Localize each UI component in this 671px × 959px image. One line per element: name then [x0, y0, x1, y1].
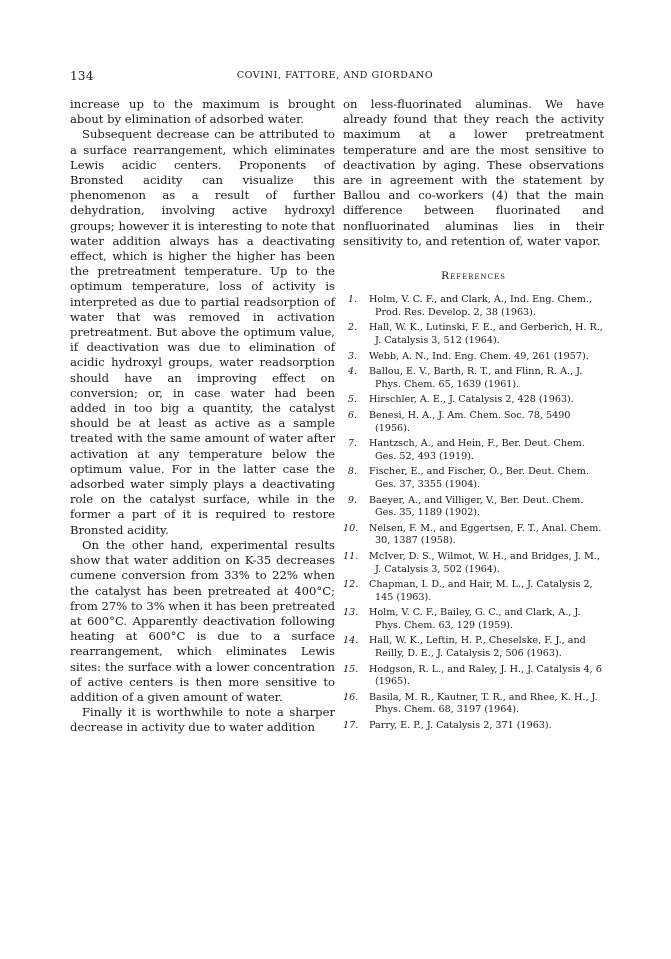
body-paragraph: Finally it is worthwhile to note a sharper decrease in activity due to water addition: [70, 705, 335, 735]
reference-number: 4.: [347, 366, 357, 378]
reference-number: 15.: [343, 663, 359, 675]
body-paragraph: On the other hand, experimental results show that water addition on K-35 decreases cumene conversion from 33% to 22% when the catalyst has been pretreated at 400°C; from 27% to 3% when it has been pretreated at 600°C. Apparently deactivation following heating at 600°C is due to a surface rearrangement, which eliminates Lewis sites: the surface with a lower concentration of active centers is then more sensitive to addition of a given amount of water.: [70, 537, 335, 704]
reference-item: [343, 664, 604, 689]
reference-text: Hirschler, A. E., J. Catalysis 2, 428 (1963).: [369, 394, 574, 406]
running-head: COVINI, FATTORE, AND GIORDANO: [236, 70, 434, 81]
reference-item: [343, 466, 604, 491]
reference-number: 1.: [347, 294, 357, 306]
reference-number: 11.: [343, 550, 359, 562]
reference-item: [343, 579, 604, 604]
reference-item: [343, 607, 604, 632]
reference-item: [343, 351, 604, 364]
references-list: [343, 294, 604, 732]
reference-text: McIver, D. S., Wilmot, W. H., and Bridges, J. M., J. Catalysis 3, 502 (1964).: [369, 550, 600, 575]
reference-text: Hall, W. K., Lutinski, F. E., and Gerberich, H. R., J. Catalysis 3, 512 (1964).: [369, 322, 603, 347]
reference-text: Benesi, H. A., J. Am. Chem. Soc. 78, 5490 (1956).: [369, 409, 571, 434]
body-paragraph: on less-fluorinated aluminas. We have already found that they reach the activity maximum at a lower pretreatment temperature and are the most sensitive to deactivation by aging. These observations are in agreement with the statement by Ballou and co-workers (4) that the main difference between fluorinated and nonfluorinated aluminas lies in their sensitivity to, and retention of, water vapor.: [343, 97, 604, 248]
reference-number: 8.: [347, 466, 357, 478]
left-column: [70, 97, 335, 736]
reference-item: [343, 294, 604, 319]
reference-text: Parry, E. P., J. Catalysis 2, 371 (1963).: [369, 720, 552, 732]
reference-text: Fischer, E., and Fischer, O., Ber. Deut. Chem. Ges. 37, 3355 (1904).: [369, 466, 589, 490]
reference-number: 16.: [343, 691, 359, 703]
reference-text: Hall, W. K., Leftin, H. P., Cheselske, F. J., and Reilly, D. E., J. Catalysis 2, 506 (1963).: [369, 635, 586, 660]
body-paragraph: Subsequent decrease can be attributed to a surface rearrangement, which eliminates Lewis acidic centers. Proponents of Bronsted acidity can visualize this phenomenon as a result of further dehydration, involving active hydroxyl groups; however it is interesting to note that water addition always has a deactivating effect, which is higher the higher has been the pretreatment temperature. Up to the optimum temperature, loss of activity is interpreted as due to partial readsorption of water that was removed in activation pretreatment. But above the optimum value, if deactivation was due to elimination of acidic hydroxyl groups, water readsorption should have an improving effect on conversion; or, in case water had been added in too big a quantity, the catalyst should be at least as active as a sample treated with the same amount of water after activation at any temperature below the optimum value. For in the latter case the adsorbed water simply plays a deactivating role on the catalyst surface, while in the former a part of it is required to restore Bronsted acidity.: [70, 127, 335, 537]
reference-number: 7.: [347, 438, 357, 450]
reference-text: Baeyer, A., and Villiger, V., Ber. Deut. Chem. Ges. 35, 1189 (1902).: [369, 494, 584, 519]
page-header: [70, 69, 600, 85]
reference-text: Nelsen, F. M., and Eggertsen, F. T., Anal. Chem. 30, 1387 (1958).: [369, 522, 602, 547]
reference-number: 17.: [343, 720, 359, 732]
reference-text: Hantzsch, A., and Hein, F., Ber. Deut. Chem. Ges. 52, 493 (1919).: [369, 438, 585, 462]
reference-item: [343, 551, 604, 576]
reference-item: [343, 438, 604, 463]
reference-item: [343, 495, 604, 520]
reference-number: 5.: [347, 394, 357, 406]
reference-item: [343, 394, 604, 407]
reference-text: Holm, V. C. F., Bailey, G. C., and Clark, A., J. Phys. Chem. 63, 129 (1959).: [369, 607, 581, 631]
reference-item: [343, 523, 604, 548]
reference-number: 2.: [347, 322, 357, 334]
reference-text: Webb, A. N., Ind. Eng. Chem. 49, 261 (1957).: [369, 350, 589, 362]
right-column: [343, 97, 604, 736]
references-heading: References: [441, 270, 506, 283]
reference-text: Ballou, E. V., Barth, R. T., and Flinn, R. A., J. Phys. Chem. 65, 1639 (1961).: [369, 366, 583, 390]
reference-number: 6.: [347, 409, 357, 421]
reference-item: [343, 692, 604, 717]
reference-number: 3.: [347, 350, 357, 362]
reference-item: [343, 635, 604, 660]
reference-text: Hodgson, R. L., and Raley, J. H., J. Catalysis 4, 6 (1965).: [369, 663, 602, 688]
reference-number: 13.: [343, 607, 359, 619]
reference-item: [343, 322, 604, 347]
reference-item: [343, 720, 604, 733]
reference-number: 14.: [343, 635, 359, 647]
page-number: 134: [70, 69, 94, 83]
reference-number: 12.: [343, 579, 359, 591]
reference-text: Holm, V. C. F., and Clark, A., Ind. Eng. Chem., Prod. Res. Develop. 2, 38 (1963).: [369, 294, 592, 318]
body-paragraph: increase up to the maximum is brought about by elimination of adsorbed water.: [70, 97, 335, 127]
reference-text: Basila, M. R., Kautner, T. R., and Rhee, K. H., J. Phys. Chem. 68, 3197 (1964).: [369, 691, 598, 716]
reference-number: 10.: [343, 522, 359, 534]
reference-item: [343, 366, 604, 391]
reference-text: Chapman, I. D., and Hair, M. L., J. Catalysis 2, 145 (1963).: [369, 579, 593, 603]
reference-number: 9.: [347, 494, 357, 506]
reference-item: [343, 410, 604, 435]
